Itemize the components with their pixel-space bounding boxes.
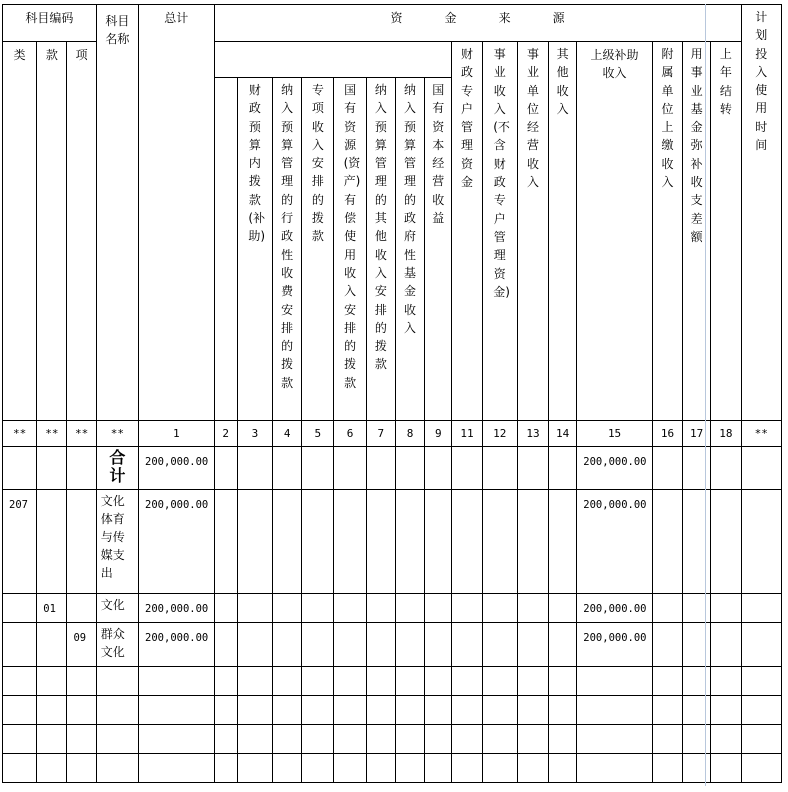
header-fiscal-special-account: 财政专户管理资金 <box>452 42 482 421</box>
column-number: 1 <box>139 421 215 447</box>
total-cell: 200,000.00 <box>139 594 215 623</box>
header-other-income: 其他收入 <box>549 42 577 421</box>
column-number: 18 <box>711 421 741 447</box>
kuan-cell <box>37 490 67 594</box>
header-kuan: 款 <box>37 42 67 421</box>
header-lei: 类 <box>3 42 37 421</box>
header-superior-subsidy: 上级补助收入 <box>577 42 653 421</box>
total-cell: 200,000.00 <box>139 447 215 490</box>
empty-table-row <box>3 696 782 725</box>
xiang-cell <box>67 490 96 594</box>
budget-funding-source-table <box>2 4 782 783</box>
header-xiang: 项 <box>67 42 96 421</box>
header-fund-makeup: 用事业基金弥补收支差额 <box>683 42 711 421</box>
header-special-income-arrangement: 专项收入安排的拨款 <box>302 78 334 421</box>
header-col-2-blank <box>214 78 237 421</box>
xiang-cell: 09 <box>67 623 96 667</box>
superior-subsidy-cell: 200,000.00 <box>577 623 653 667</box>
kuan-cell: 01 <box>37 594 67 623</box>
header-gov-fund-income: 纳入预算管理的政府性基金收入 <box>395 78 424 421</box>
kuan-cell <box>37 447 67 490</box>
header-fiscal-budget-appropriation: 财政预算内拨款(补助) <box>237 78 272 421</box>
table-row <box>3 490 782 594</box>
subject-name-cell: 群众文化 <box>96 623 138 667</box>
superior-subsidy-cell: 200,000.00 <box>577 594 653 623</box>
column-number: 9 <box>425 421 452 447</box>
header-plan-time: 计划投入使用时间 <box>741 5 781 421</box>
column-number: 17 <box>683 421 711 447</box>
header-previous-year-carryover: 上年结转 <box>711 42 741 421</box>
subject-name-cell: 文化 <box>96 594 138 623</box>
column-number: 11 <box>452 421 482 447</box>
lei-cell <box>3 594 37 623</box>
column-number: ** <box>37 421 67 447</box>
column-number: 7 <box>366 421 395 447</box>
header-undertaking-operation-income: 事业单位经营收入 <box>517 42 548 421</box>
lei-cell <box>3 447 37 490</box>
empty-table-row <box>3 725 782 754</box>
total-cell: 200,000.00 <box>139 623 215 667</box>
lei-cell: 207 <box>3 490 37 594</box>
column-number: 6 <box>334 421 366 447</box>
column-number: ** <box>96 421 138 447</box>
column-number: ** <box>741 421 781 447</box>
header-subject-name: 科目名称 <box>96 5 138 421</box>
xiang-cell <box>67 594 96 623</box>
column-number: 8 <box>395 421 424 447</box>
column-number: 4 <box>273 421 302 447</box>
subject-name-cell: 合计 <box>96 447 138 490</box>
column-number: 12 <box>482 421 517 447</box>
total-cell: 200,000.00 <box>139 490 215 594</box>
table-row <box>3 594 782 623</box>
column-number: 13 <box>517 421 548 447</box>
header-state-resource-paid-use: 国有资源(资产)有偿使用收入安排的拨款 <box>334 78 366 421</box>
header-state-capital-operation: 国有资本经营收益 <box>425 78 452 421</box>
header-total: 总计 <box>139 5 215 421</box>
header-admin-fee-arrangement: 纳入预算管理的行政性收费安排的拨款 <box>273 78 302 421</box>
table-row <box>3 623 782 667</box>
subject-name-cell: 文化体育与传媒支出 <box>96 490 138 594</box>
lei-cell <box>3 623 37 667</box>
header-other-income-arrangement: 纳入预算管理的其他收入安排的拨款 <box>366 78 395 421</box>
column-number: 2 <box>214 421 237 447</box>
column-number: ** <box>3 421 37 447</box>
column-number: 15 <box>577 421 653 447</box>
column-number: ** <box>67 421 96 447</box>
xiang-cell <box>67 447 96 490</box>
header-subject-code: 科目编码 <box>3 5 97 42</box>
empty-table-row <box>3 667 782 696</box>
superior-subsidy-cell: 200,000.00 <box>577 447 653 490</box>
header-affiliated-unit-payment: 附属单位上缴收入 <box>652 42 682 421</box>
header-undertaking-income: 事业收入(不含财政专户管理资金) <box>482 42 517 421</box>
header-fiscal-group-blank <box>214 42 452 78</box>
column-number: 3 <box>237 421 272 447</box>
table-row <box>3 447 782 490</box>
column-number: 16 <box>652 421 682 447</box>
empty-table-row <box>3 754 782 783</box>
column-guide-line <box>705 4 706 786</box>
superior-subsidy-cell: 200,000.00 <box>577 490 653 594</box>
header-funding-source: 资 金 来 源 <box>214 5 741 42</box>
column-number: 14 <box>549 421 577 447</box>
column-number: 5 <box>302 421 334 447</box>
column-number-row <box>3 421 782 447</box>
kuan-cell <box>37 623 67 667</box>
